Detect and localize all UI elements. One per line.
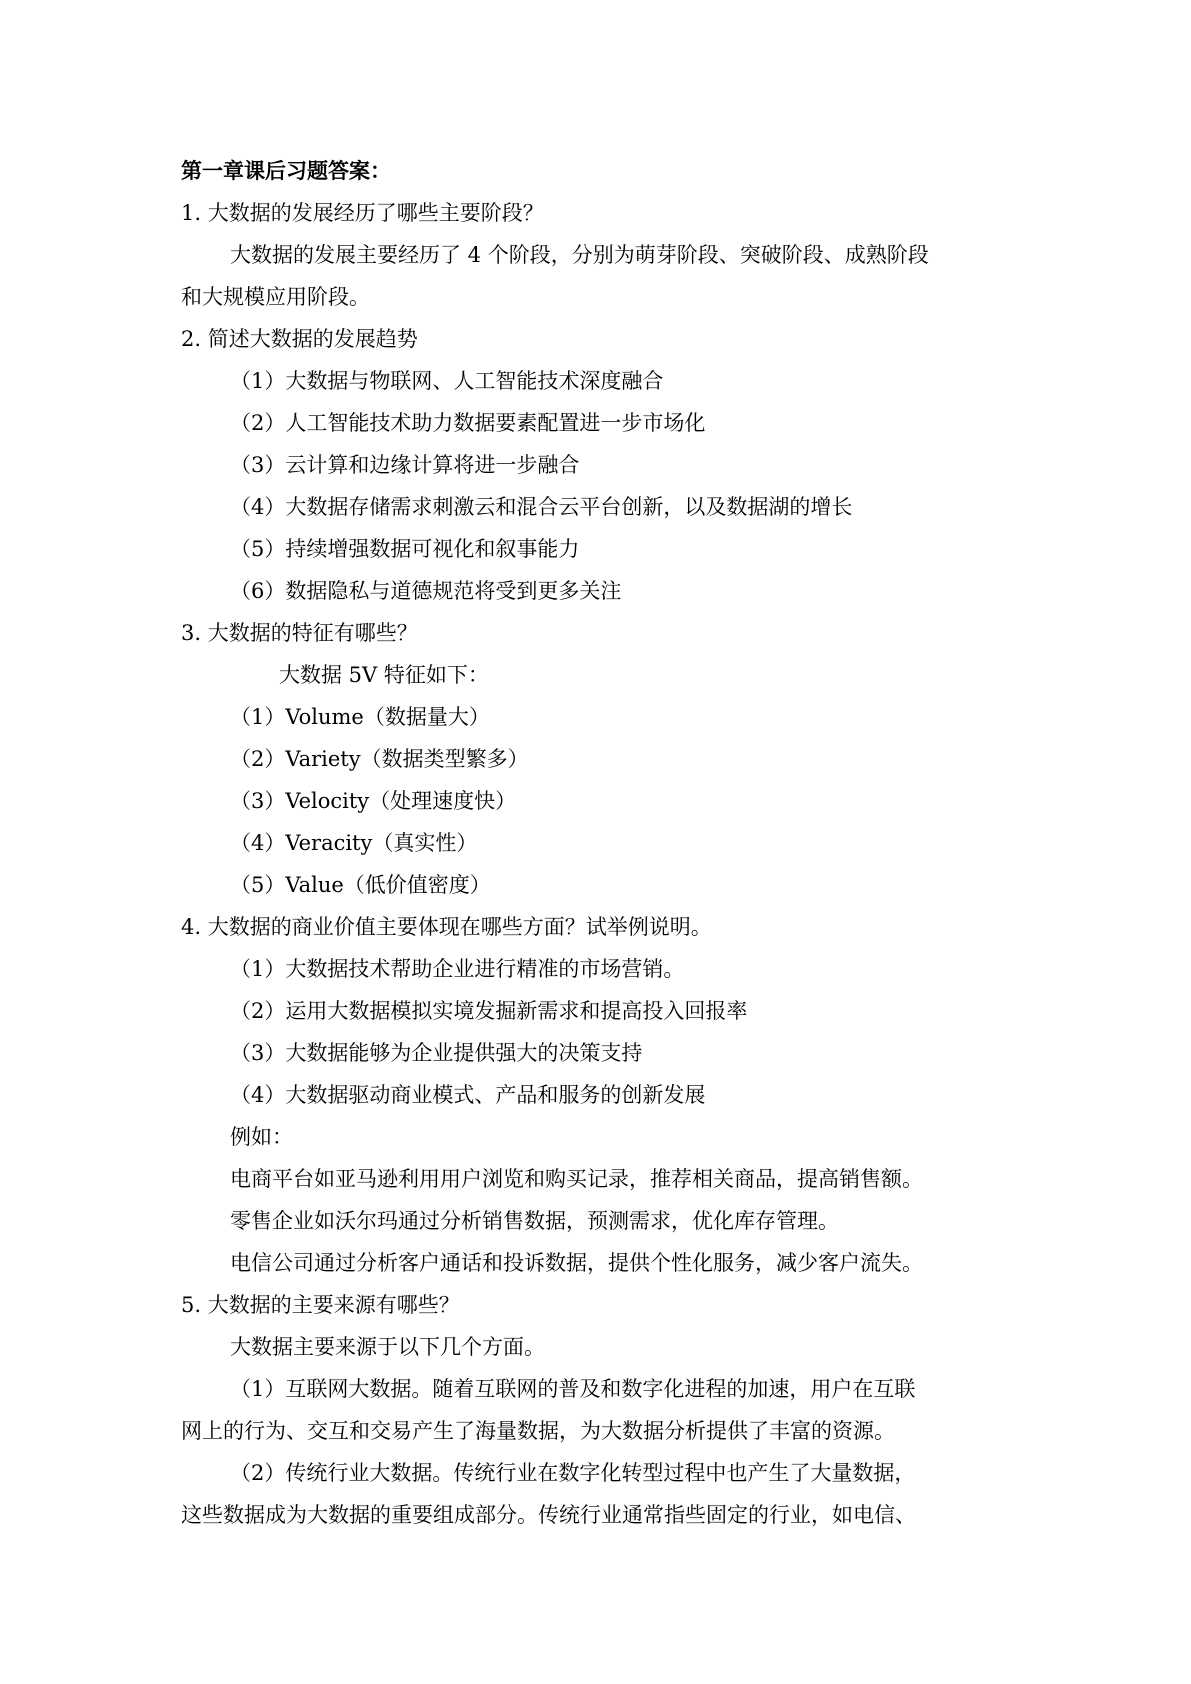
- text-line: （1）大数据技术帮助企业进行精准的市场营销。: [230, 957, 685, 981]
- text-line: （3）云计算和边缘计算将进一步融合: [230, 453, 580, 477]
- document-title: 第一章课后习题答案：: [181, 158, 391, 183]
- text-line: 和大规模应用阶段。: [181, 285, 370, 309]
- text-line: （1）Volume（数据量大）: [230, 705, 490, 729]
- text-line: 电商平台如亚马逊利用用户浏览和购买记录，推荐相关商品，提高销售额。: [230, 1167, 923, 1191]
- text-line: 大数据主要来源于以下几个方面。: [230, 1335, 545, 1359]
- text-line: （1）大数据与物联网、人工智能技术深度融合: [230, 369, 664, 393]
- text-line: 大数据 5V 特征如下：: [279, 663, 489, 687]
- text-line: （3）大数据能够为企业提供强大的决策支持: [230, 1041, 643, 1065]
- text-line: 例如：: [230, 1125, 293, 1149]
- text-line: 4. 大数据的商业价值主要体现在哪些方面？试举例说明。: [181, 915, 712, 939]
- text-line: （4）Veracity（真实性）: [230, 831, 478, 855]
- text-line: 网上的行为、交互和交易产生了海量数据，为大数据分析提供了丰富的资源。: [181, 1419, 895, 1443]
- text-line: 3. 大数据的特征有哪些？: [181, 621, 418, 645]
- text-line: 这些数据成为大数据的重要组成部分。传统行业通常指些固定的行业，如电信、: [181, 1503, 916, 1527]
- text-line: （5）持续增强数据可视化和叙事能力: [230, 537, 580, 561]
- text-line: 1. 大数据的发展经历了哪些主要阶段？: [181, 201, 544, 225]
- text-line: （2）人工智能技术助力数据要素配置进一步市场化: [230, 411, 706, 435]
- document-content: [181, 150, 1021, 1536]
- text-line: （2）传统行业大数据。传统行业在数字化转型过程中也产生了大量数据，: [230, 1461, 916, 1485]
- text-line: （6）数据隐私与道德规范将受到更多关注: [230, 579, 622, 603]
- text-line: （3）Velocity（处理速度快）: [230, 789, 517, 813]
- text-line: 大数据的发展主要经历了 4 个阶段，分别为萌芽阶段、突破阶段、成熟阶段: [230, 243, 929, 267]
- text-line: 零售企业如沃尔玛通过分析销售数据，预测需求，优化库存管理。: [230, 1209, 839, 1233]
- text-line: （2）运用大数据模拟实境发掘新需求和提高投入回报率: [230, 999, 748, 1023]
- text-line: （5）Value（低价值密度）: [230, 873, 491, 897]
- text-line: 5. 大数据的主要来源有哪些？: [181, 1293, 460, 1317]
- document-body: [181, 192, 1021, 1536]
- text-line: （2）Variety（数据类型繁多）: [230, 747, 529, 771]
- text-line: （4）大数据存储需求刺激云和混合云平台创新，以及数据湖的增长: [230, 495, 853, 519]
- text-line: （1）互联网大数据。随着互联网的普及和数字化进程的加速，用户在互联: [230, 1377, 916, 1401]
- text-line: 电信公司通过分析客户通话和投诉数据，提供个性化服务，减少客户流失。: [230, 1251, 923, 1275]
- text-line: （4）大数据驱动商业模式、产品和服务的创新发展: [230, 1083, 706, 1107]
- text-line: 2. 简述大数据的发展趋势: [181, 327, 418, 351]
